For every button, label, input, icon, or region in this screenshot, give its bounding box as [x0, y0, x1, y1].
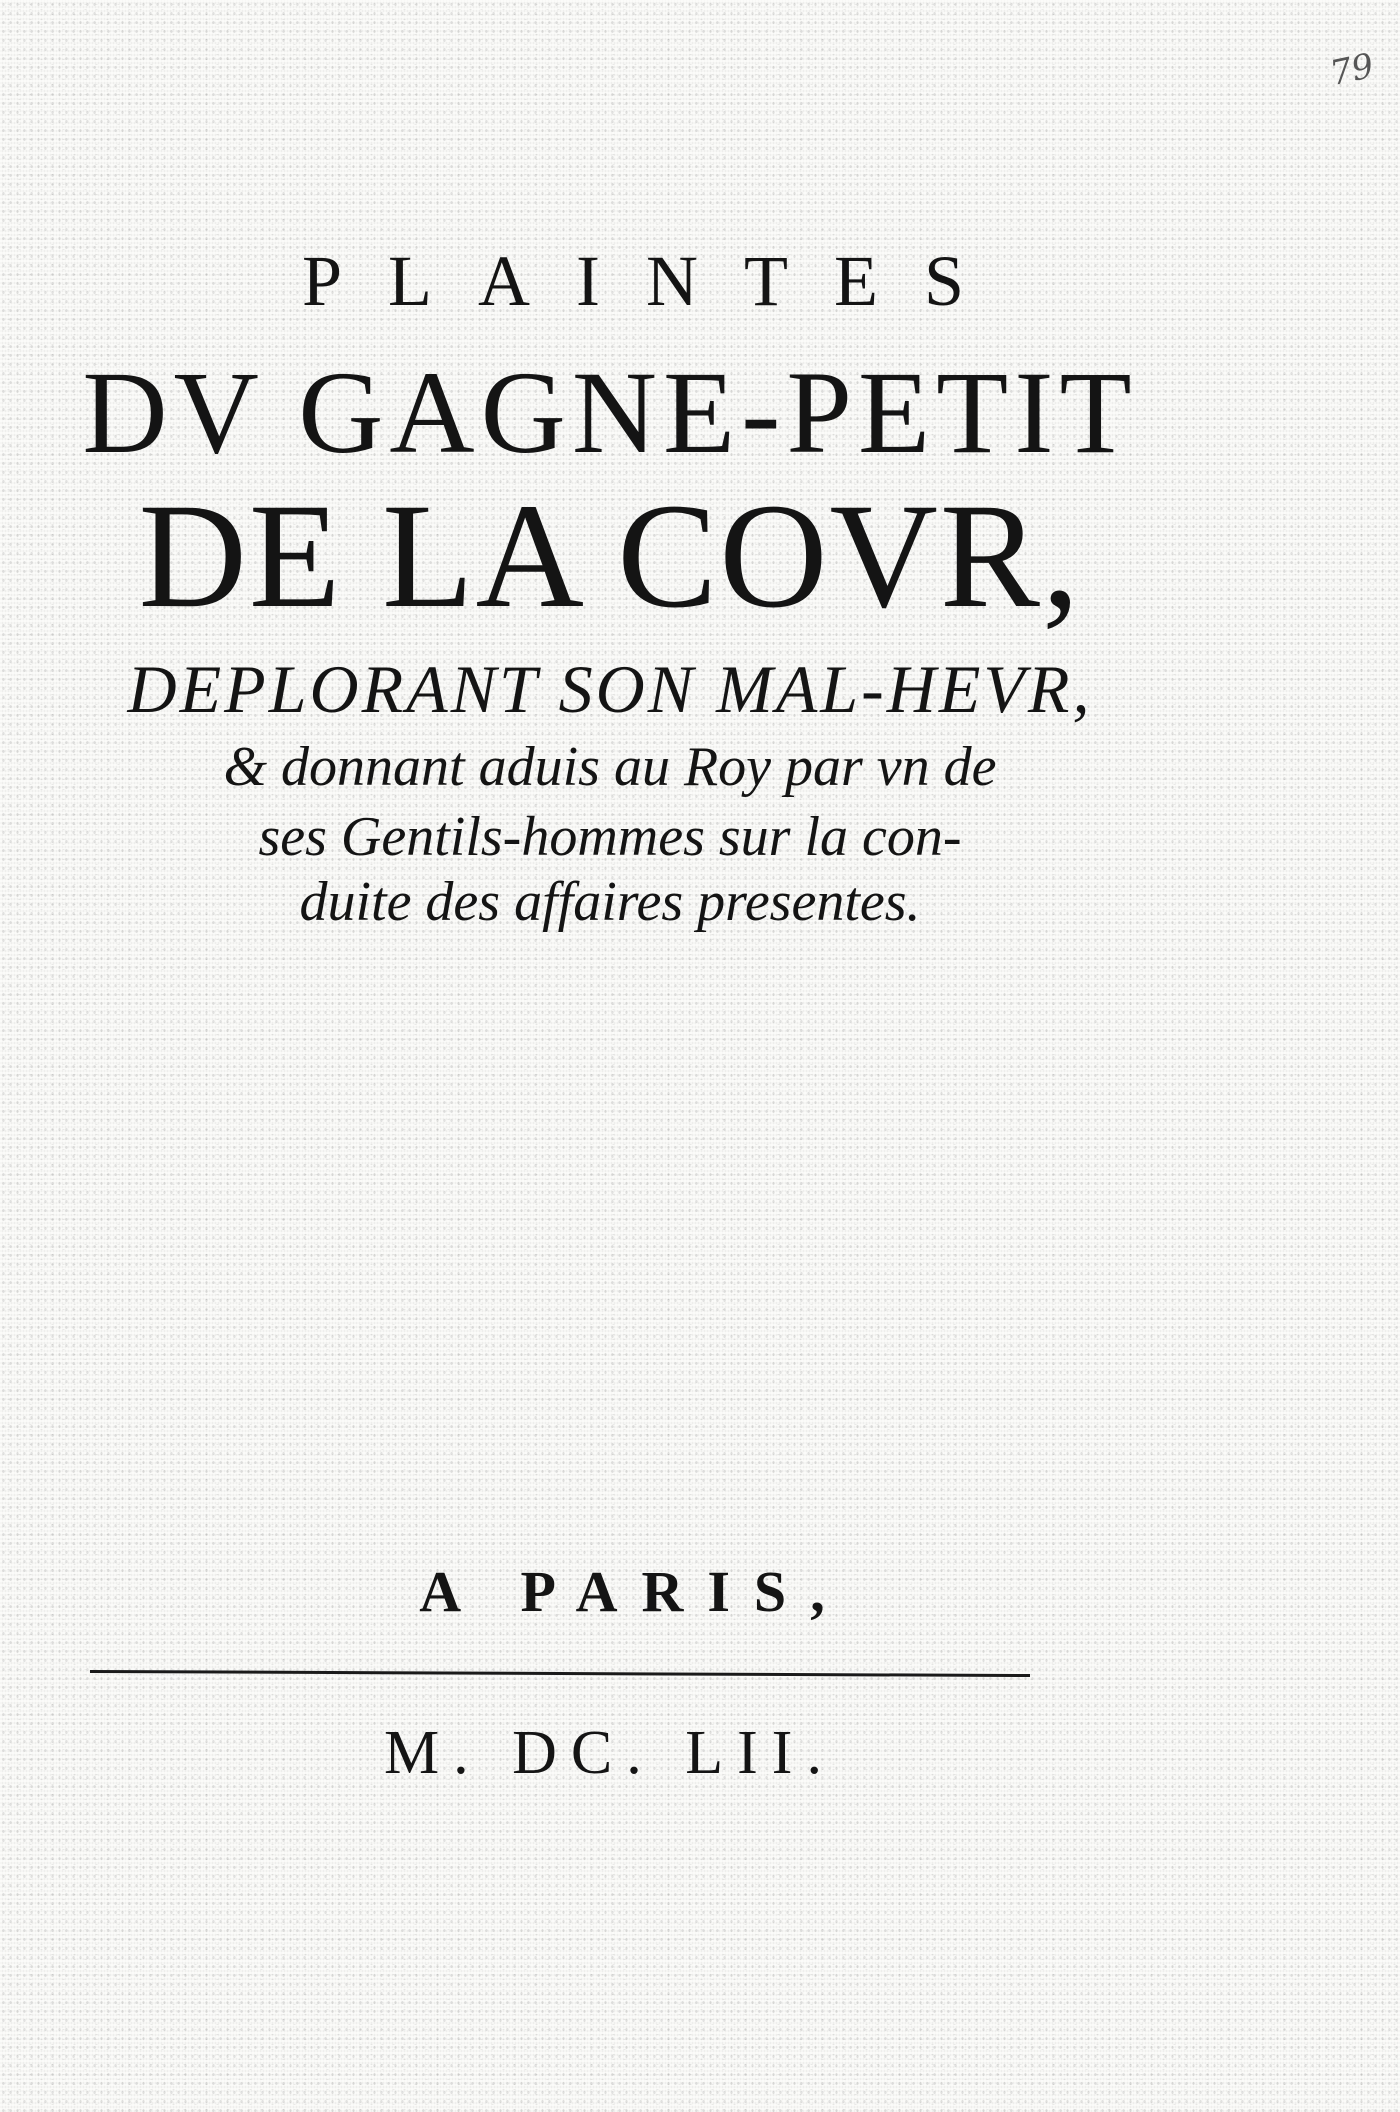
folio-number: 79 [1326, 45, 1378, 95]
subtitle-line-4: duite des affaires presentes. [299, 871, 921, 933]
title-line-1: PLAINTES [302, 241, 1010, 321]
imprint-date: M. DC. LII. [384, 1719, 836, 1787]
imprint-place: A PARIS, [419, 1559, 849, 1624]
title-line-2: DV GAGNE-PETIT [82, 347, 1138, 478]
horizontal-rule [90, 1670, 1030, 1677]
subtitle-line-1: DEPLORANT SON MAL-HEVR, [127, 651, 1093, 727]
title-line-3: DE LA COVR, [138, 473, 1082, 639]
subtitle-line-3: ses Gentils-hommes sur la con- [258, 806, 962, 868]
subtitle-line-2: & donnant aduis au Roy par vn de [223, 736, 997, 798]
